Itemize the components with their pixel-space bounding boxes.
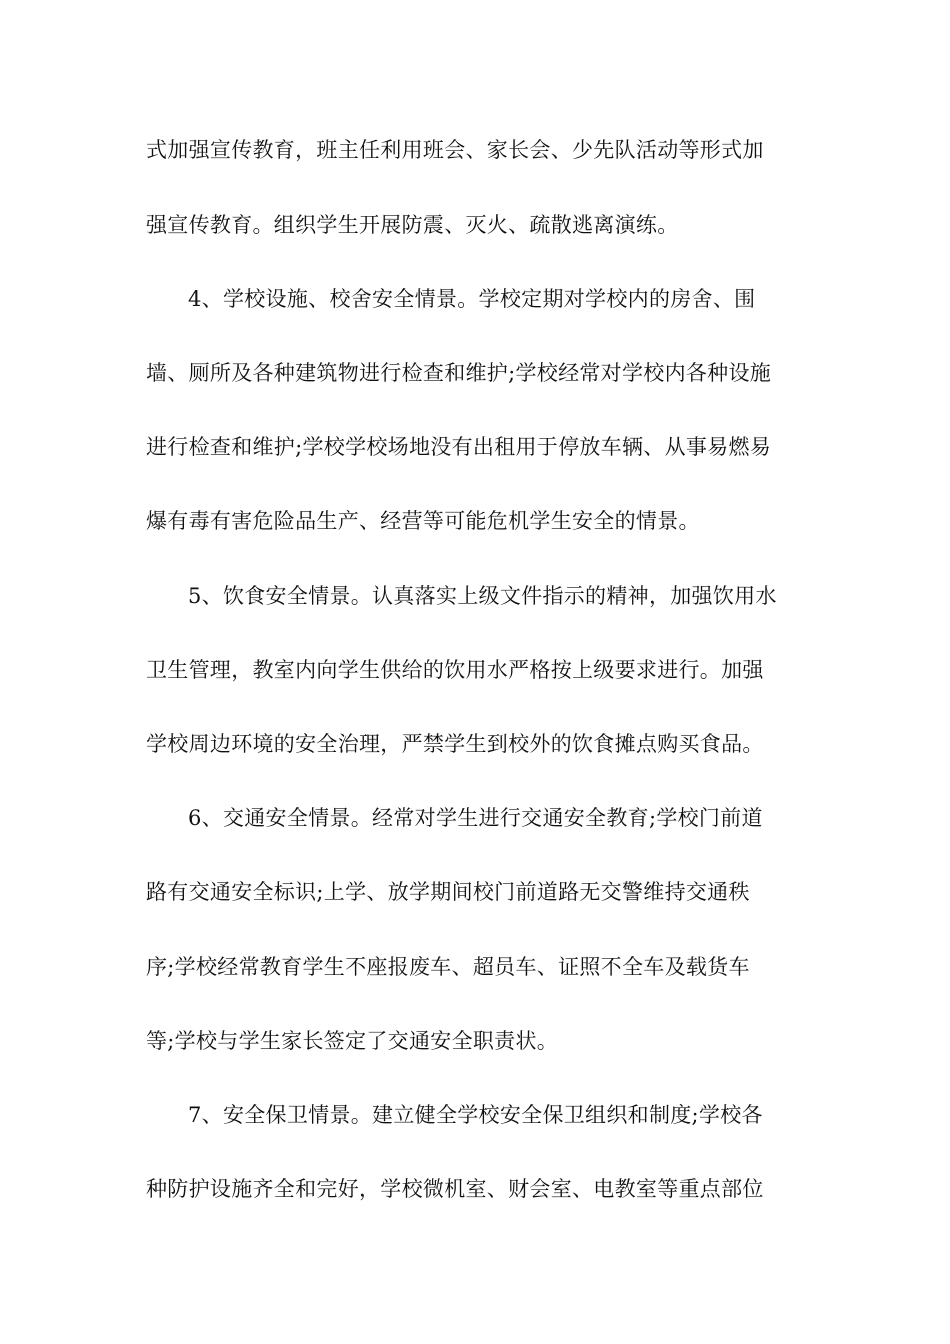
text-line-6: 爆有毒有害危险品生产、经营等可能危机学生安全的情景。 bbox=[146, 509, 700, 533]
text-line-3: 4、学校设施、校舍安全情景。学校定期对学校内的房舍、围 bbox=[188, 287, 756, 311]
text-line-14: 7、安全保卫情景。建立健全学校安全保卫组织和制度;学校各 bbox=[188, 1103, 763, 1127]
text-line-1: 式加强宣传教育，班主任利用班会、家长会、少先队活动等形式加 bbox=[146, 138, 764, 162]
text-line-13: 等;学校与学生家长签定了交通安全职责状。 bbox=[146, 1029, 559, 1053]
text-line-5: 进行检查和维护;学校学校场地没有出租用于停放车辆、从事易燃易 bbox=[146, 435, 772, 459]
text-line-9: 学校周边环境的安全治理，严禁学生到校外的饮食摊点购买食品。 bbox=[146, 732, 764, 756]
text-line-8: 卫生管理，教室内向学生供给的饮用水严格按上级要求进行。加强 bbox=[146, 658, 764, 682]
text-line-7: 5、饮食安全情景。认真落实上级文件指示的精神，加强饮用水 bbox=[188, 584, 777, 608]
text-line-4: 墙、厕所及各种建筑物进行检查和维护;学校经常对学校内各种设施 bbox=[146, 361, 772, 385]
text-line-12: 序;学校经常教育学生不座报废车、超员车、证照不全车及载货车 bbox=[146, 955, 750, 979]
text-line-10: 6、交通安全情景。经常对学生进行交通安全教育;学校门前道 bbox=[188, 806, 763, 830]
text-line-15: 种防护设施齐全和完好，学校微机室、财会室、电教室等重点部位 bbox=[146, 1177, 764, 1201]
text-line-11: 路有交通安全标识;上学、放学期间校门前道路无交警维持交通秩 bbox=[146, 880, 750, 904]
text-line-2: 强宣传教育。组织学生开展防震、灭火、疏散逃离演练。 bbox=[146, 213, 679, 237]
